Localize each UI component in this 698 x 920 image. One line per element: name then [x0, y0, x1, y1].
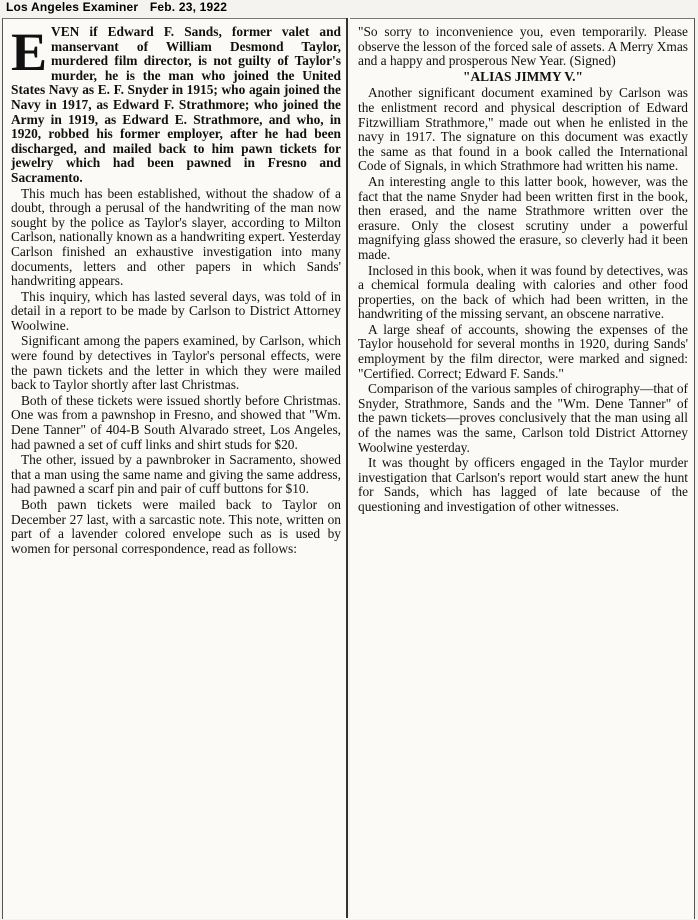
article-paragraph: An interesting angle to this latter book, however, was the fact that the name Snyder had been written first in the book, then erased, and the name Strathmore written over the erasure. Only the closest scrutiny under a powerful magnifying glass showed the erasure, so cleverly had it been made. [358, 173, 688, 262]
article-paragraph: Significant among the papers examined, by Carlson, which were found by detectives in Taylor's personal effects, were the pawn tickets and the letter in which they were mailed back to Taylor shortly after last Christmas. [11, 333, 341, 393]
article-paragraph: A large sheaf of accounts, showing the expenses of the Taylor household for several months in 1920, during Sands' employment by the film director, were marked and signed: "Certified. Correct; Edward F. Sands." [358, 321, 688, 381]
article-paragraph: Comparison of the various samples of chirography—that of Snyder, Strathmore, Sands and the "Wm. Dene Tanner" of the pawn tickets—proves conclusively that the man using all of the names was the same, Carlson told District Attorney Woolwine yesterday. [358, 381, 688, 455]
quoted-note: "So sorry to inconvenience you, even temporarily. Please observe the lesson of the forced sale of assets. A Merry Xmas and a happy and prosperous New Year. (Signed) [358, 24, 688, 69]
publication-name: Los Angeles Examiner [6, 0, 139, 14]
article-paragraph: Inclosed in this book, when it was found by detectives, was a chemical formula dealing with calories and other food properties, on the back of which had been written, in the handwriting of the missing servant, an obscene narrative. [358, 262, 688, 322]
article-paragraph: This much has been established, without the shadow of a doubt, through a perusal of the handwriting of the man now sought by the police as Taylor's slayer, according to Milton Carlson, nationally known as a handwriting expert. Yesterday Carlson finished an exhaustive investigation into many documents, letters and other papers in which Sands' handwriting appears. [11, 185, 341, 289]
article-paragraph: The other, issued by a pawnbroker in Sacramento, showed that a man using the same name and giving the same address, had pawned a scarf pin and pair of cuff buttons for $10. [11, 452, 341, 497]
article-paragraph: Both pawn tickets were mailed back to Taylor on December 27 last, with a sarcastic note. This note, written on part of a lavender colored envelope such as is used by women for personal correspondence, read as follows: [11, 497, 341, 556]
clipping-header [6, 0, 235, 16]
column-rule [346, 18, 348, 918]
note-signature: "ALIAS JIMMY V." [463, 68, 583, 84]
article-paragraph: It was thought by officers engaged in the Taylor murder investigation that Carlson's report would start anew the hunt for Sands, which has lagged of late because of the questioning and investigation of other witnesses. [358, 455, 688, 514]
right-column [350, 18, 695, 919]
article-paragraph: Another significant document examined by Carlson was the enlistment record and physical description of Edward Fitzwilliam Strathmore," made out when he enlisted in the navy in 1917. The signature on this document was exactly the same as that found in a book called the International Code of Signals, in which Strathmore had written his name. [358, 85, 688, 174]
article-paragraph: This inquiry, which has lasted several days, was told of in detail in a report to be made by Carlson to District Attorney Woolwine. [11, 288, 341, 333]
article-paragraph: VEN if Edward F. Sands, former valet and manservant of William Desmond Taylor, murdered film director, is not guilty of Taylor's murder, he is the man who joined the United States Navy as E. F. Snyder in 1915; who again joined the Navy in 1917, as Edward F. Strathmore; who joined the Army in 1919, as Edward E. Strathmore, and who, in 1920, robbed his former employer, after he had been discharged, and mailed back to him pawn tickets for jewelry which had been pawned in Fresno and Sacramento. [11, 24, 341, 185]
article-paragraph: Both of these tickets were issued shortly before Christmas. One was from a pawnshop in Fresno, and showed that "Wm. Dene Tanner" of 404-B South Alvarado street, Los Angeles, had pawned a set of cuff links and shirt studs for $20. [11, 392, 341, 452]
left-column [2, 18, 347, 919]
drop-cap: E [11, 22, 48, 82]
publication-date: Feb. 23, 1922 [149, 0, 228, 14]
